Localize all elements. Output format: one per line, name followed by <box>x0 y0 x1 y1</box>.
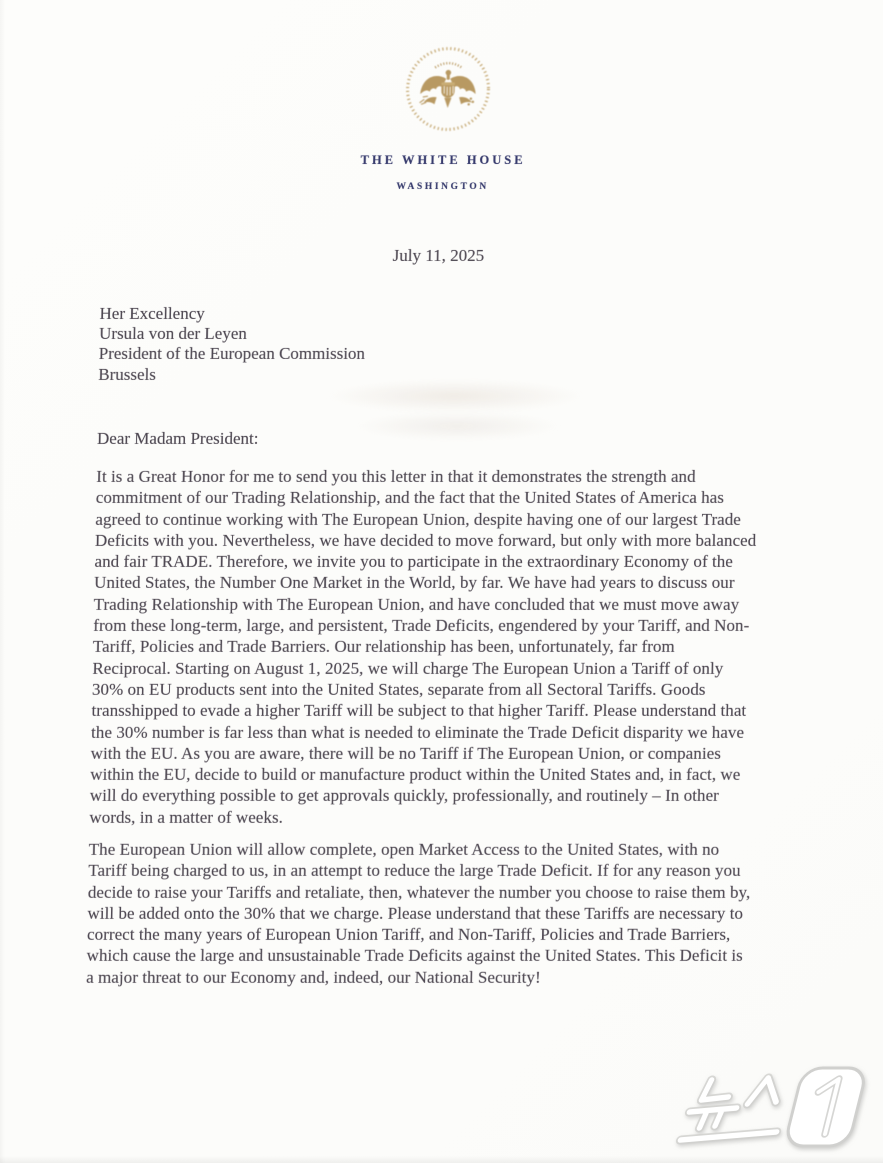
scan-edge-shade-bottom <box>0 1156 883 1163</box>
body-paragraph-1: It is a Great Honor for me to send you this letter in that it demonstrates the strength and commitment of our Trading Relationship, and the fact that the United States of America has agreed to continue working with The European Union, despite having one of our largest Trade Deficits with you. Nevertheless, we have decided to move forward, but only with more balanced and fair TRADE. Therefore, we invite you to participate in the extraordinary Economy of the United States, the Number One Market in the World, by far. We have had years to discuss our Trading Relationship with The European Union, and have concluded that we must move away from these long-term, large, and persistent, Trade Deficits, engendered by your Tariff, and Non- Tariff, Policies and Trade Barriers. Our relationship has been, unfortunately, far from Reciprocal. Starting on August 1, 2025, we will charge The European Union a Tariff of only 30% on EU products sent into the United States, separate from all Sectoral Tariffs. Goods transshipped to evade a higher Tariff will be subject to that higher Tariff. Please understand that the 30% number is far less than what is needed to eliminate the Trade Deficit disparity we have with the EU. As you are aware, there will be no Tariff if The European Union, or companies within the EU, decide to build or manufacture product within the United States and, in fact, we will do everything possible to get approvals quickly, professionally, and routinely – In other words, in a matter of weeks. <box>89 467 757 827</box>
letterhead-organization: THE WHITE HOUSE <box>360 153 526 167</box>
news1-watermark <box>663 1058 875 1158</box>
letterhead-location: WASHINGTON <box>396 182 489 192</box>
faint-scan-smudge <box>354 412 560 440</box>
body-paragraph-2: The European Union will allow complete, open Market Access to the United States, with no Tariff being charged to us, in an attempt to reduce the large Trade Deficit. If for any reason you decide to raise your Tariffs and retaliate, then, whatever the number you choose to raise them by, will be added onto the 30% that we charge. Please understand that these Tariffs are necessary to correct the many years of European Union Tariff, and Non-Tariff, Policies and Trade Barriers, which cause the large and unsustainable Trade Deficits against the United States. This Deficit is a major threat to our Economy and, indeed, our National Security! <box>86 840 751 987</box>
presidential-seal-icon <box>404 44 492 132</box>
news1-logo-icon <box>663 1058 875 1158</box>
salutation: Dear Madam President: <box>96 429 259 448</box>
faint-scan-smudge <box>327 380 583 412</box>
letter-date: July 11, 2025 <box>392 246 485 265</box>
recipient-address: Her Excellency Ursula von der Leyen President of the European Commission Brussels <box>98 304 366 384</box>
scan-edge-shade-left <box>0 0 5 1163</box>
